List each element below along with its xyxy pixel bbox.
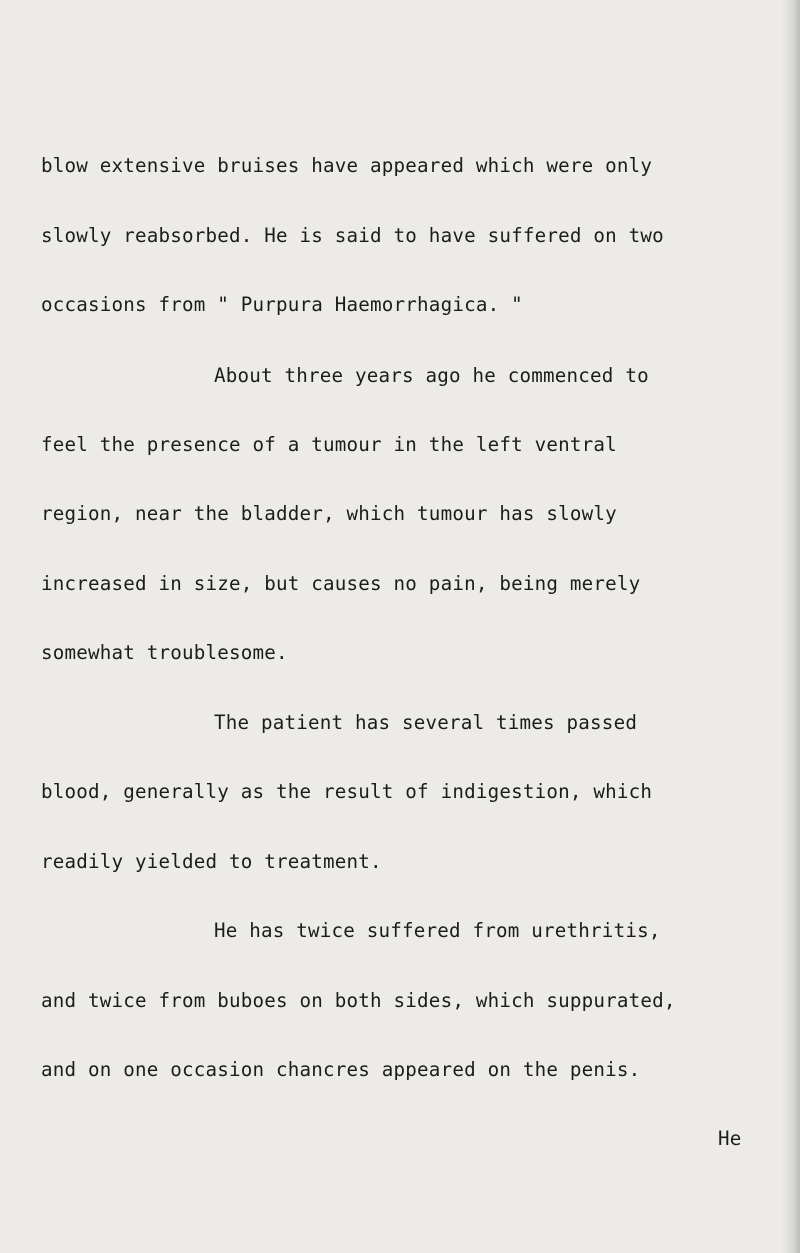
text-line: occasions from " Purpura Haemorrhagica. " [41, 293, 523, 316]
text-line: He has twice suffered from urethritis, [214, 919, 661, 942]
text-line: region, near the bladder, which tumour has slowly [41, 502, 617, 525]
text-line: The patient has several times passed [214, 711, 638, 734]
catchword: He [718, 1127, 742, 1150]
text-line: increased in size, but causes no pain, being merely [41, 572, 641, 595]
text-line: somewhat troublesome. [41, 641, 288, 664]
text-line: and twice from buboes on both sides, which suppurated, [41, 989, 676, 1012]
text-line: feel the presence of a tumour in the left ventral [41, 433, 617, 456]
text-line: and on one occasion chancres appeared on the penis. [41, 1058, 641, 1081]
page-edge-shadow [782, 0, 800, 1253]
text-line: About three years ago he commenced to [214, 364, 649, 387]
text-line: blood, generally as the result of indigestion, which [41, 780, 653, 803]
text-line: slowly reabsorbed. He is said to have suffered on two [41, 224, 664, 247]
text-line: blow extensive bruises have appeared which were only [41, 154, 653, 177]
text-line: readily yielded to treatment. [41, 850, 382, 873]
